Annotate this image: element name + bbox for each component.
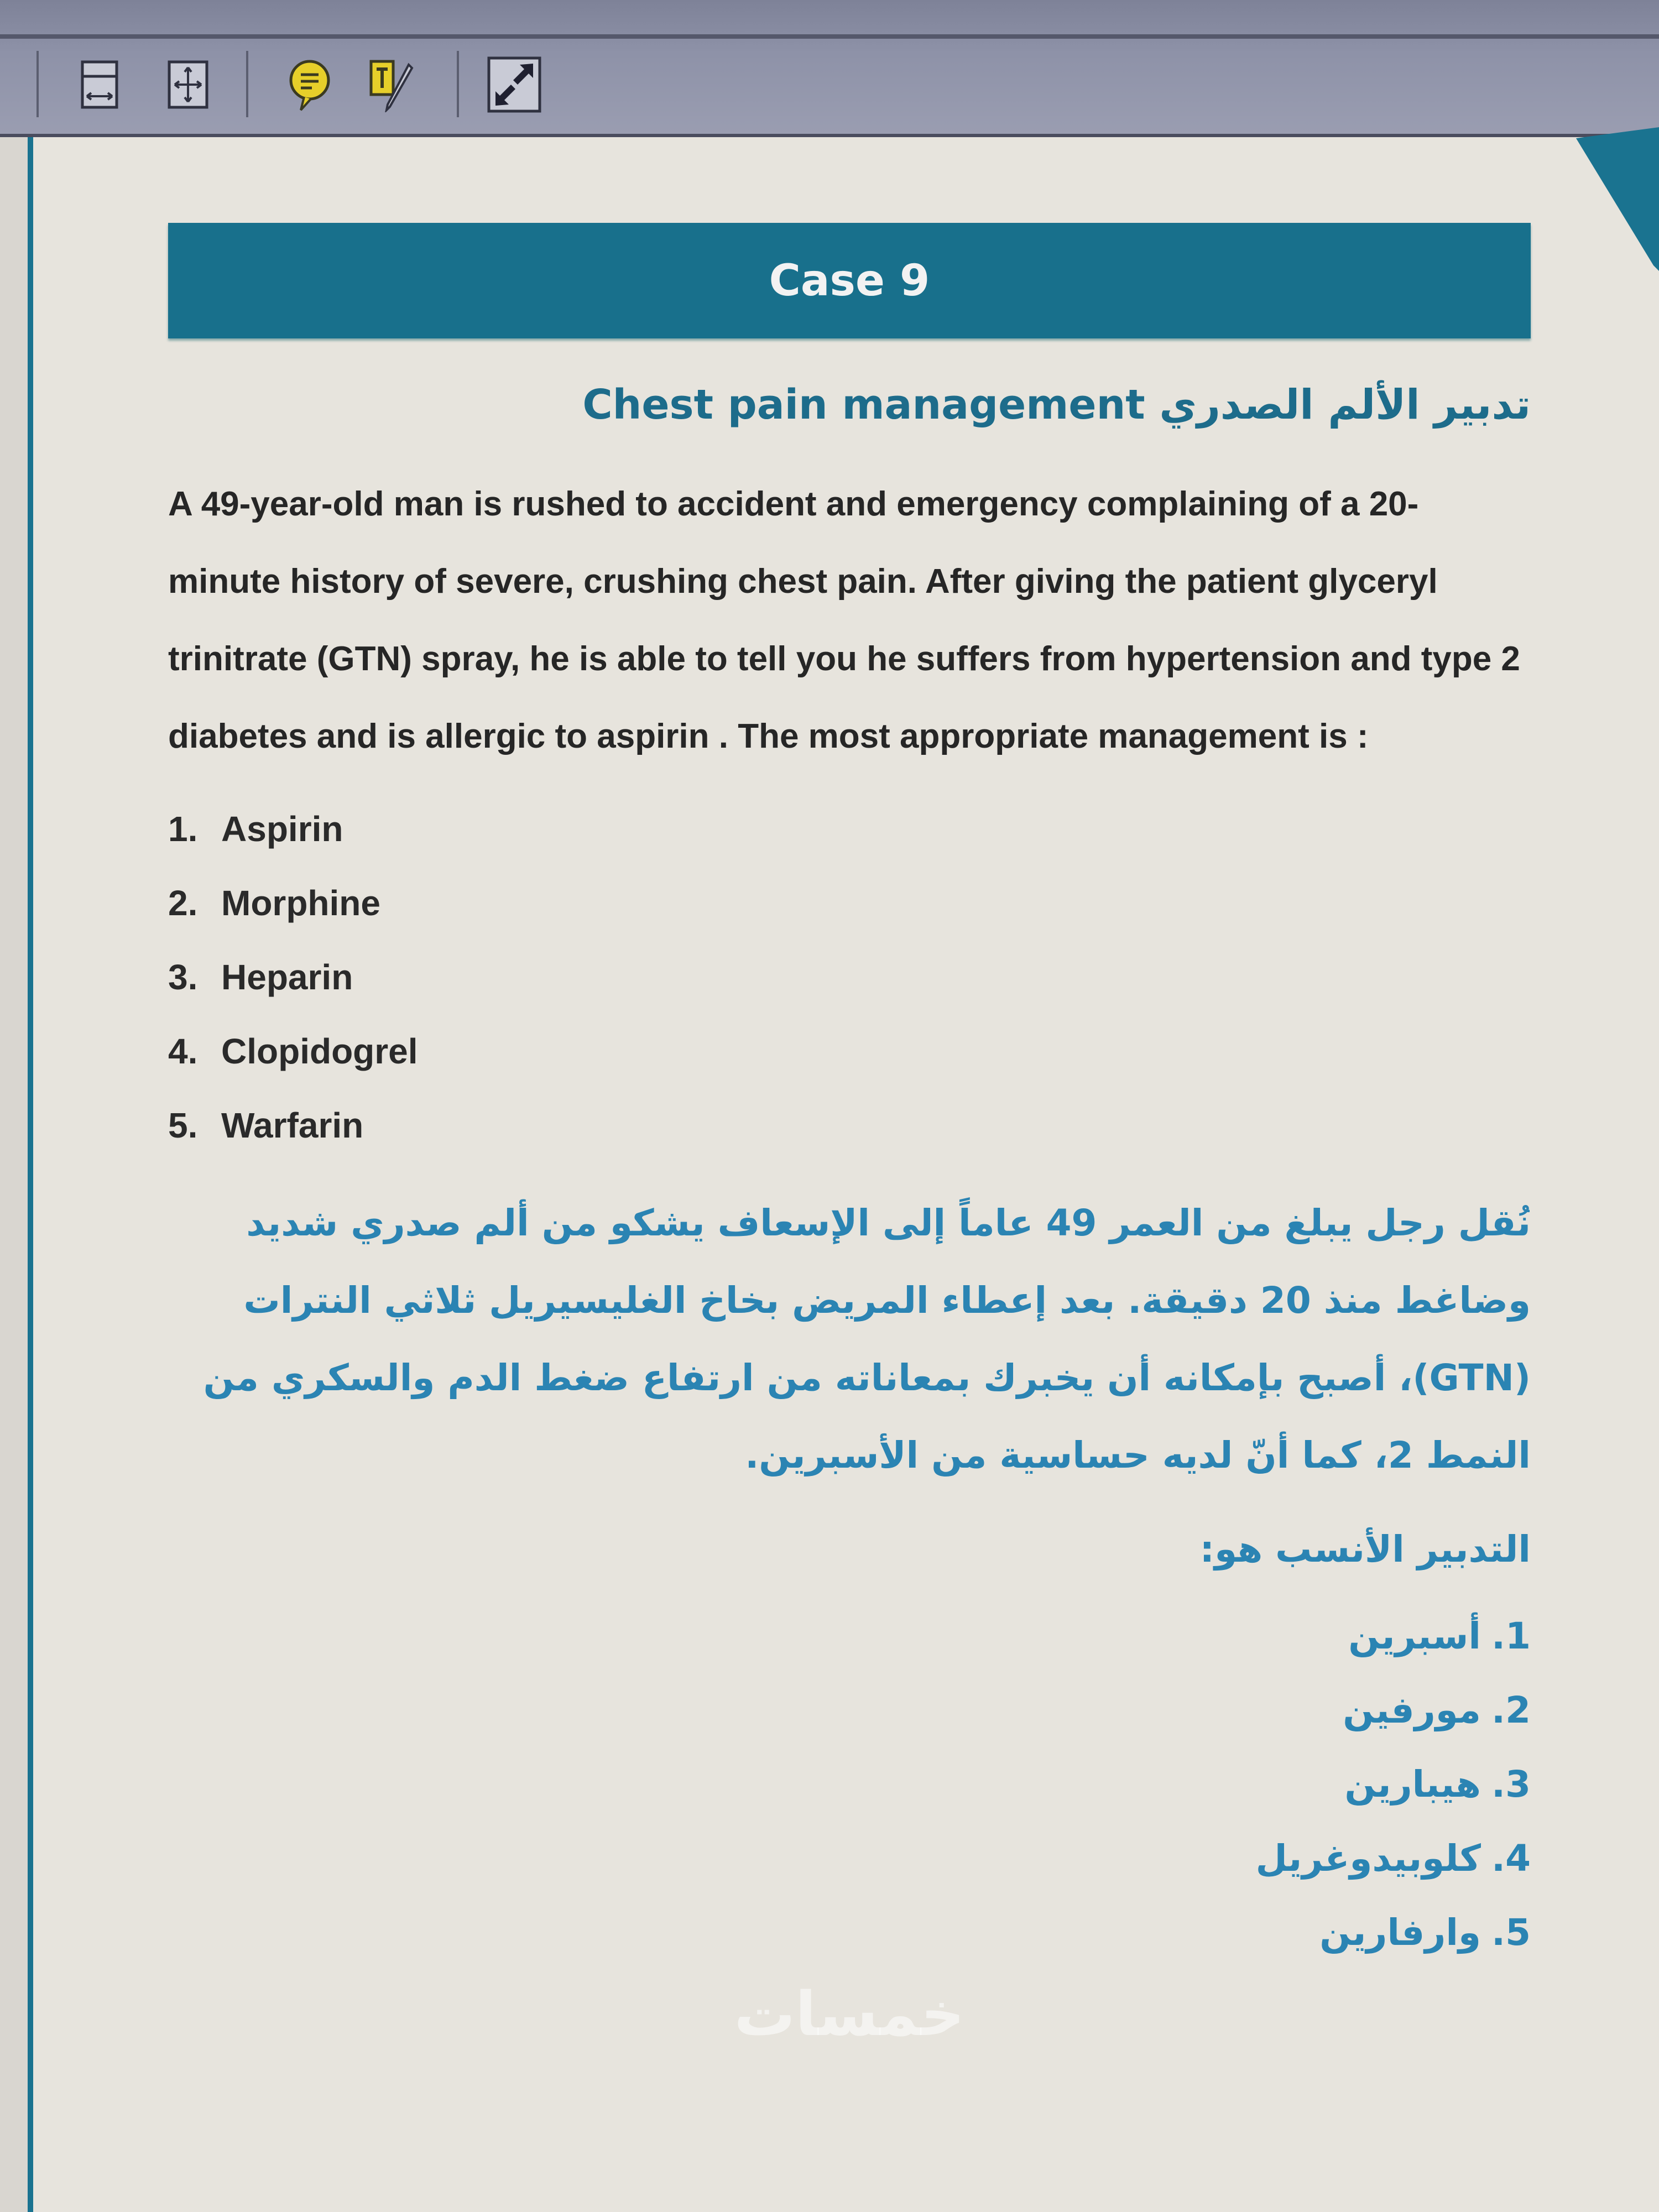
option-item xyxy=(168,866,1531,940)
option-label: أسبرين xyxy=(1348,1615,1481,1657)
option-number: 5. xyxy=(1491,1911,1531,1954)
option-number: 3. xyxy=(1491,1763,1531,1806)
option-label: Heparin xyxy=(221,957,353,997)
option-number: 2. xyxy=(1491,1689,1531,1731)
option-number: 4. xyxy=(168,1031,198,1071)
fit-height-button[interactable] xyxy=(72,54,127,115)
option-number: 1. xyxy=(1491,1615,1531,1657)
question-arabic: نُقل رجل يبلغ من العمر 49 عاماً إلى الإسعاف يشكو من ألم صدري شديد وضاغط منذ 20 دقيقة. بعد إعطاء المريض بخاخ الغليسيريل ثلاثي النترات (GTN)، أصبح بإمكانه أن يخبرك بمعاناته من ارتفاع ضغط الدم والسكري من النمط 2، كما أنّ لديه حساسية من الأسبرين. xyxy=(203,1202,1531,1477)
options-english xyxy=(168,792,1531,1162)
option-item-ar xyxy=(168,1896,1531,1970)
option-label: Aspirin xyxy=(221,809,343,849)
case-subtitle: تدبير الألم الصدري Chest pain management xyxy=(582,381,1531,429)
option-item xyxy=(168,1014,1531,1088)
side-panel xyxy=(0,137,29,2212)
document-content xyxy=(168,0,1531,2053)
option-item-ar xyxy=(168,1747,1531,1822)
option-number: 5. xyxy=(168,1105,198,1145)
option-number: 3. xyxy=(168,957,198,997)
option-number: 4. xyxy=(1491,1837,1531,1880)
case-title: Case 9 xyxy=(769,255,930,306)
corner-decoration xyxy=(1571,127,1659,271)
fit-height-icon xyxy=(80,60,119,109)
watermark: خمسات xyxy=(734,1979,965,2049)
option-label: Morphine xyxy=(221,883,380,923)
option-number: 2. xyxy=(168,883,198,923)
case-header xyxy=(168,223,1531,338)
prompt-arabic: التدبير الأنسب هو: xyxy=(1199,1528,1531,1571)
option-item xyxy=(168,940,1531,1014)
option-label: وارفارين xyxy=(1319,1911,1481,1954)
option-item xyxy=(168,792,1531,866)
question-english: A 49-year-old man is rushed to accident and emergency complaining of a 20-minute history of severe, crushing chest pain. After giving the patient glyceryl trinitrate (GTN) spray, he is able to tell you he suffers from hypertension and type 2 diabetes and is allergic to aspirin . The most appropriate management is : xyxy=(168,485,1520,755)
option-number: 1. xyxy=(168,809,198,849)
option-item-ar xyxy=(168,1599,1531,1673)
side-panel-border xyxy=(28,137,33,2212)
option-label: مورفين xyxy=(1343,1689,1481,1731)
toolbar-separator xyxy=(36,51,39,117)
option-item-ar xyxy=(168,1822,1531,1896)
option-label: Warfarin xyxy=(221,1105,364,1145)
options-arabic xyxy=(168,1599,1531,1970)
option-item xyxy=(168,1088,1531,1162)
option-label: هيبارين xyxy=(1344,1763,1481,1806)
option-label: Clopidogrel xyxy=(221,1031,418,1071)
option-label: كلوبيدوغريل xyxy=(1255,1837,1481,1880)
option-item-ar xyxy=(168,1673,1531,1747)
